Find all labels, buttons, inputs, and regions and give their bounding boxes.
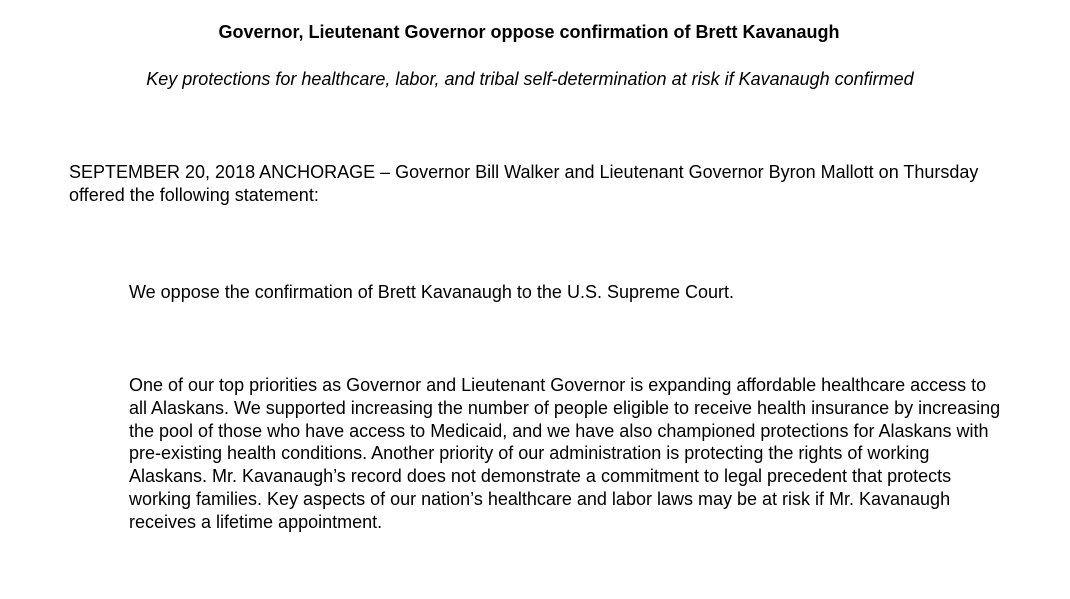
statement-paragraph-1: We oppose the confirmation of Brett Kavanaugh to the U.S. Supreme Court.: [129, 282, 735, 302]
statement-paragraph-2: One of our top priorities as Governor and Lieutenant Governor is expanding affordable healthcare access to all Alaskans. We supported increasing the number of people eligible to receive health insurance by increasing the pool of those who have access to Medicaid, and we have also championed protections for Alaskans with pre-existing health conditions. Another priority of our administration is protecting the rights of working Alaskans. Mr. Kavanaugh’s record does not demonstrate a commitment to legal precedent that protects working families. Key aspects of our nation’s healthcare and labor laws may be at risk if Mr. Kavanaugh receives a lifetime appointment.: [129, 375, 1001, 532]
document-title: Governor, Lieutenant Governor oppose confirmation of Brett Kavanaugh: [218, 22, 840, 42]
document-subtitle: Key protections for healthcare, labor, and tribal self-determination at risk if Kavanaugh confirmed: [146, 69, 914, 89]
dateline-paragraph: SEPTEMBER 20, 2018 ANCHORAGE – Governor Bill Walker and Lieutenant Governor Byron Mallott on Thursday offered the following statement:: [69, 162, 979, 205]
